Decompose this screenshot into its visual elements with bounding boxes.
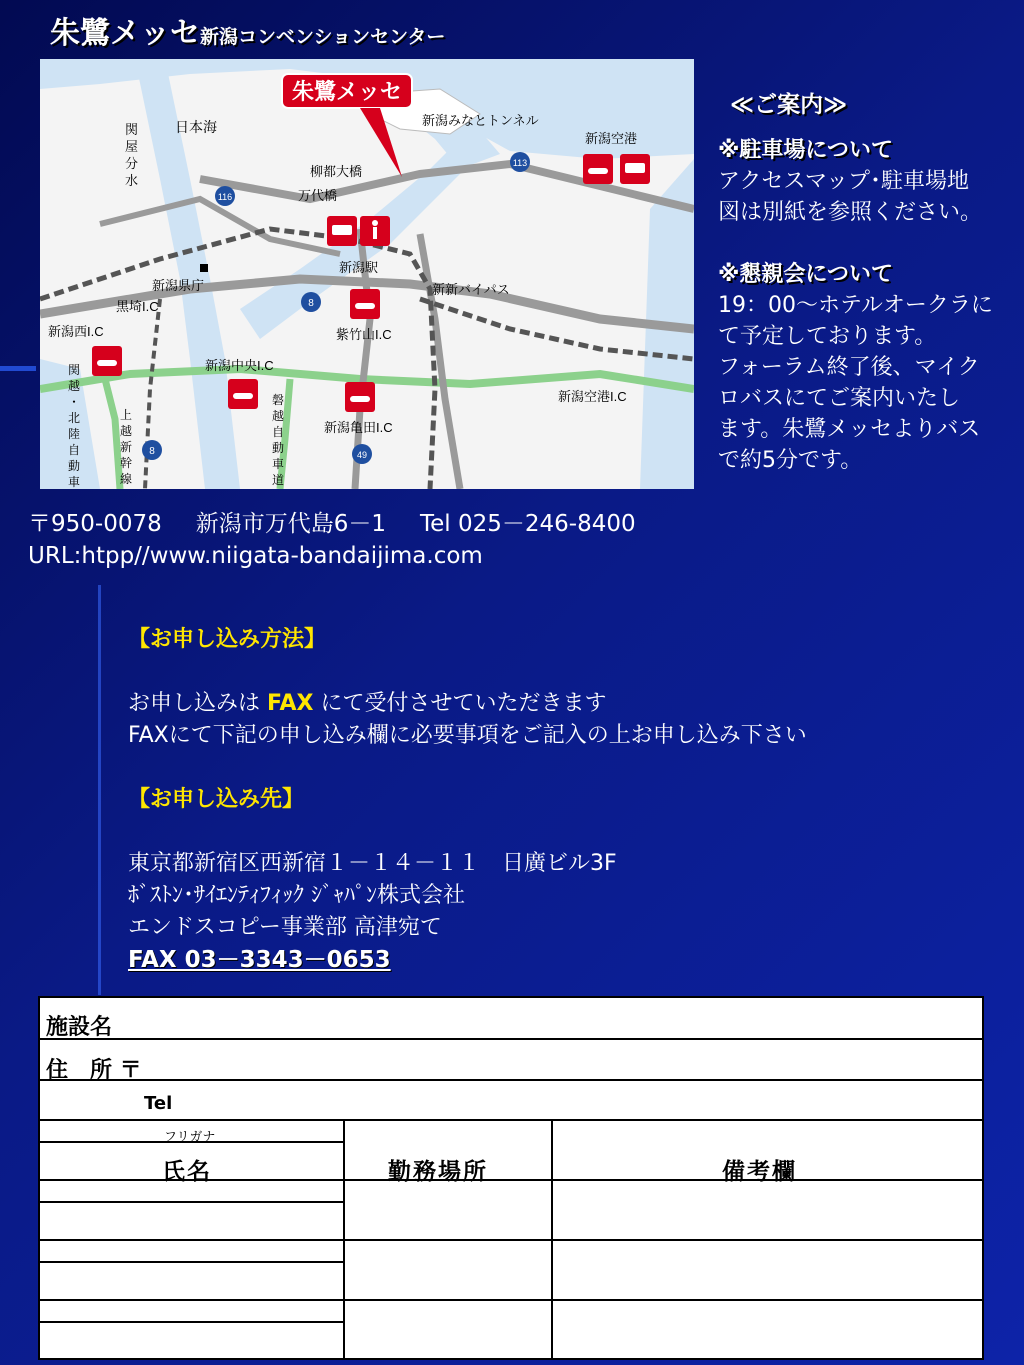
venue-tel: Tel 025－246-8400 <box>420 511 636 537</box>
route-49-sign <box>352 444 372 464</box>
furigana-label: フリガナ <box>164 1130 216 1145</box>
map-label: 新潟みなとトンネル <box>422 113 539 128</box>
name-input[interactable] <box>40 1203 343 1239</box>
title-main: 朱鷺メッセ <box>50 16 200 51</box>
destination-line: エンドスコピー事業部 高津宛て <box>128 915 442 940</box>
tel-field[interactable] <box>40 1081 982 1121</box>
party-text: ます。朱鷺メッセよりバス <box>718 417 981 442</box>
application-info <box>128 624 807 976</box>
car-icon <box>583 154 613 184</box>
guide-panel <box>718 90 1018 476</box>
map-label: 新潟駅 <box>339 260 379 275</box>
decorative-line <box>0 366 36 371</box>
map-label: 新潟中央I.C <box>205 358 274 373</box>
remarks-header: 備考欄 <box>722 1159 797 1185</box>
map-label: 磐越自動車道 <box>272 393 285 487</box>
map-label: 万代橋 <box>298 188 338 203</box>
tel-label: Tel <box>144 1093 173 1114</box>
route-8-sign <box>142 440 162 460</box>
fax-number[interactable]: FAX 03－3343－0653 <box>128 947 391 973</box>
map-label: 黒埼I.C <box>116 299 159 314</box>
map-label: 新新バイパス <box>432 282 510 297</box>
venue-url[interactable]: URL:htpp//www.niigata-bandaijima.com <box>28 543 483 569</box>
map-label: 日本海 <box>175 119 217 135</box>
map-label: 新潟空港 <box>585 131 638 146</box>
car-icon <box>92 346 122 376</box>
name-header: 氏名 <box>162 1159 212 1185</box>
map-label: 新潟西I.C <box>48 324 104 339</box>
method-line: お申し込みは FAX にて受付させていただきます <box>128 691 607 716</box>
map-label: 関屋分水 <box>125 122 139 188</box>
map-callout: 朱鷺メッセ <box>291 79 403 104</box>
car-icon <box>228 379 258 409</box>
map-label: 紫竹山I.C <box>336 327 392 342</box>
map-label: 新潟空港I.C <box>558 389 627 404</box>
remarks-input[interactable] <box>553 1241 982 1299</box>
parking-heading: ※駐車場について <box>718 138 893 163</box>
bus-icon <box>327 216 357 246</box>
address-label: 住 所 〒 <box>46 1058 142 1083</box>
car-icon <box>345 382 375 412</box>
parking-text: アクセスマップ･駐車場地 <box>718 169 970 194</box>
workplace-input[interactable] <box>345 1241 551 1299</box>
furigana-input[interactable] <box>40 1301 343 1321</box>
party-text: で約5分です。 <box>718 448 863 473</box>
guide-title: ≪ご案内≫ <box>730 92 848 118</box>
title-sub: 新潟コンベンションセンター <box>200 26 446 48</box>
fax-highlight: FAX <box>267 691 314 716</box>
destination-line: 東京都新宿区西新宿１－１４－１１ 日廣ビル3F <box>128 851 617 876</box>
svg-text:116: 116 <box>217 192 233 202</box>
map-label: 関越・北陸自動車 <box>68 363 81 489</box>
route-8-sign <box>301 292 321 312</box>
map-label: 上越新幹線 <box>120 408 133 486</box>
parking-text: 図は別紙を参照ください。 <box>718 200 983 225</box>
route-113-sign <box>510 152 530 172</box>
attendee-table <box>40 1121 982 1358</box>
destination-line: ﾎﾞｽﾄﾝ･ｻｲｴﾝﾃｨﾌｨｯｸ ｼﾞｬﾊﾟﾝ株式会社 <box>128 883 465 908</box>
facility-label: 施設名 <box>46 1015 113 1040</box>
workplace-input[interactable] <box>345 1181 551 1239</box>
furigana-input[interactable] <box>40 1241 343 1261</box>
method-line: FAXにて下記の申し込み欄に必要事項をご記入の上お申し込み下さい <box>128 723 807 748</box>
remarks-input[interactable] <box>553 1181 982 1239</box>
party-text: ロバスにてご案内いたし <box>718 386 961 411</box>
party-heading: ※懇親会について <box>718 262 893 287</box>
route-116-sign <box>215 186 235 206</box>
name-input[interactable] <box>40 1263 343 1299</box>
bus-icon <box>620 154 650 184</box>
party-text: フォーラム終了後、マイク <box>718 355 980 380</box>
zip-code: 〒950-0078 <box>28 511 162 537</box>
svg-text:8: 8 <box>149 446 155 457</box>
pref-office-marker <box>200 264 208 272</box>
furigana-input[interactable] <box>40 1181 343 1201</box>
application-form <box>38 996 984 1360</box>
map-label: 新潟県庁 <box>152 278 205 293</box>
svg-text:49: 49 <box>356 450 368 460</box>
party-text: 19：00～ホテルオークラに <box>718 293 993 318</box>
svg-text:8: 8 <box>308 298 314 309</box>
method-heading: 【お申し込み方法】 <box>128 627 327 652</box>
address-field[interactable] <box>40 1040 982 1081</box>
remarks-input[interactable] <box>553 1301 982 1358</box>
map-label: 新潟亀田I.C <box>324 420 393 435</box>
svg-text:113: 113 <box>512 158 528 168</box>
access-map <box>40 59 694 489</box>
map-label: 柳都大橋 <box>310 164 363 179</box>
workplace-input[interactable] <box>345 1301 551 1358</box>
party-text: て予定しております。 <box>718 324 937 349</box>
decorative-line <box>98 585 101 995</box>
street-address: 新潟市万代島6－1 <box>195 511 387 537</box>
walk-icon <box>360 216 390 246</box>
page-title <box>50 8 445 52</box>
facility-field[interactable] <box>40 998 982 1040</box>
workplace-header: 勤務場所 <box>388 1159 488 1185</box>
destination-heading: 【お申し込み先】 <box>128 787 305 812</box>
venue-address <box>28 508 670 572</box>
name-input[interactable] <box>40 1323 343 1358</box>
car-icon <box>350 289 380 319</box>
